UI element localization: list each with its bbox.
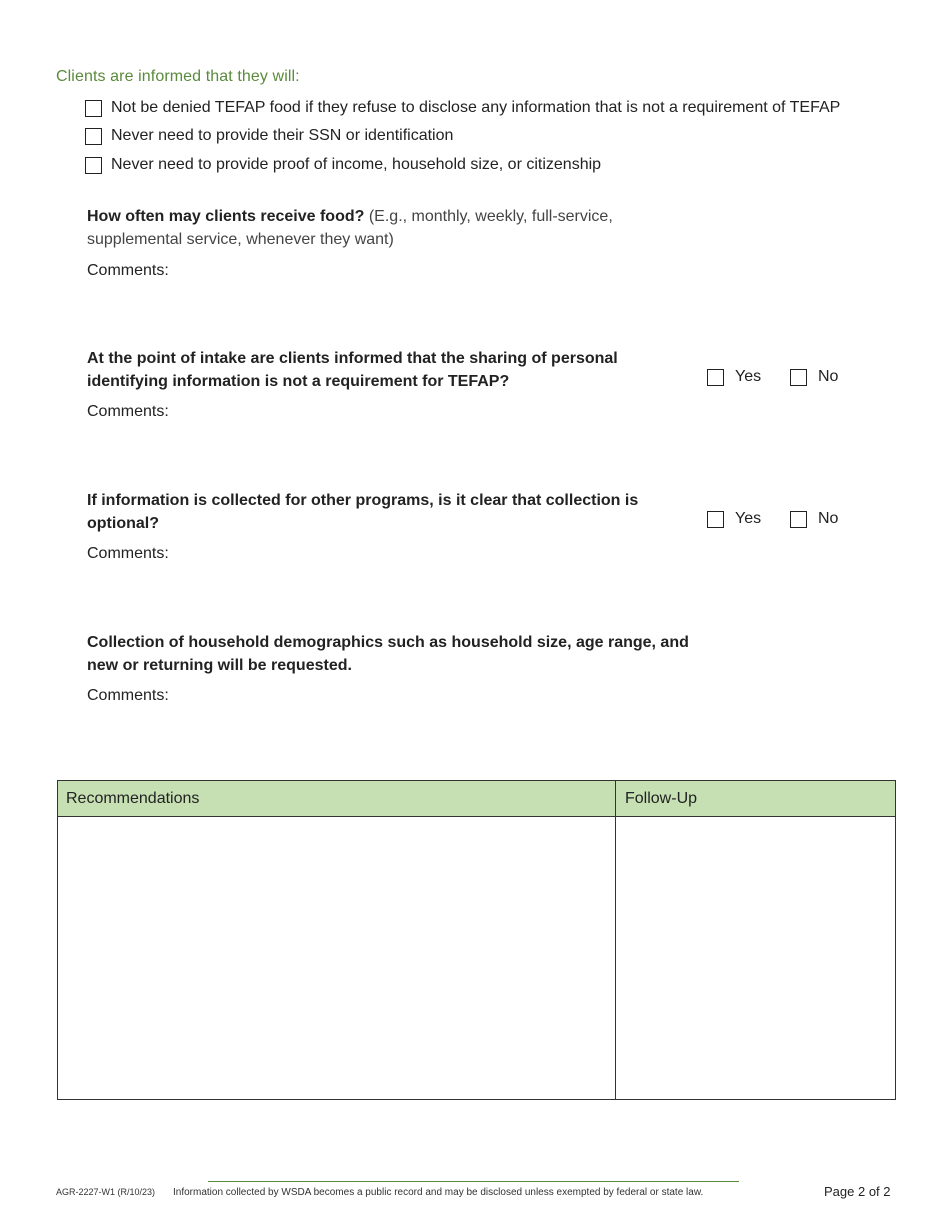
yes-label: Yes	[735, 510, 762, 527]
yes-checkbox[interactable]	[707, 369, 724, 386]
informed-item-proof[interactable]	[85, 154, 601, 176]
informed-item-denial[interactable]	[85, 97, 840, 119]
question-text: If information is collected for other programs, is it clear that collection is optional?	[87, 492, 639, 532]
question-hint: (E.g., monthly, weekly, full-service, supplemental service, whenever they want)	[87, 208, 613, 248]
question-text: How often may clients receive food?	[87, 208, 365, 225]
no-checkbox[interactable]	[790, 369, 807, 386]
recommendations-cell[interactable]	[58, 817, 615, 1099]
yes-option[interactable]	[707, 366, 761, 388]
informed-item-label: Never need to provide their SSN or identification	[111, 127, 454, 144]
checkbox[interactable]	[85, 157, 102, 174]
no-label: No	[818, 510, 839, 527]
section-heading: Clients are informed that they will:	[56, 68, 300, 85]
recommendations-table	[57, 780, 896, 1100]
checkbox[interactable]	[85, 100, 102, 117]
public-record-notice: Information collected by WSDA becomes a public record and may be disclosed unless exempted by federal or state law.	[173, 1187, 704, 1198]
question-frequency	[87, 205, 647, 251]
informed-item-label: Not be denied TEFAP food if they refuse to disclose any information that is not a requirement of TEFAP	[111, 99, 841, 116]
footer-divider	[208, 1181, 739, 1182]
yes-checkbox[interactable]	[707, 511, 724, 528]
comments-label: Comments:	[87, 262, 169, 279]
no-label: No	[818, 368, 839, 385]
yes-label: Yes	[735, 368, 762, 385]
comments-label: Comments:	[87, 687, 169, 704]
informed-item-ssn[interactable]	[85, 125, 453, 147]
form-code: AGR-2227-W1 (R/10/23)	[56, 1187, 156, 1197]
question-text: At the point of intake are clients informed that the sharing of personal identifying information is not a requirement for TEFAP?	[87, 350, 618, 390]
informed-item-label: Never need to provide proof of income, household size, or citizenship	[111, 156, 602, 173]
comments-label: Comments:	[87, 403, 169, 420]
follow-up-cell[interactable]	[616, 817, 895, 1099]
page-number: Page 2 of 2	[824, 1184, 891, 1199]
yes-option[interactable]	[707, 508, 761, 530]
question-intake	[87, 347, 647, 393]
question-demographics	[87, 631, 697, 677]
no-option[interactable]	[790, 366, 838, 388]
table-header	[58, 781, 895, 817]
no-option[interactable]	[790, 508, 838, 530]
checkbox[interactable]	[85, 128, 102, 145]
comments-label: Comments:	[87, 545, 169, 562]
question-optional-collection	[87, 489, 647, 535]
no-checkbox[interactable]	[790, 511, 807, 528]
question-text: Collection of household demographics such as household size, age range, and new or returning will be requested.	[87, 634, 689, 674]
follow-up-header: Follow-Up	[625, 790, 698, 807]
recommendations-header: Recommendations	[66, 790, 200, 807]
